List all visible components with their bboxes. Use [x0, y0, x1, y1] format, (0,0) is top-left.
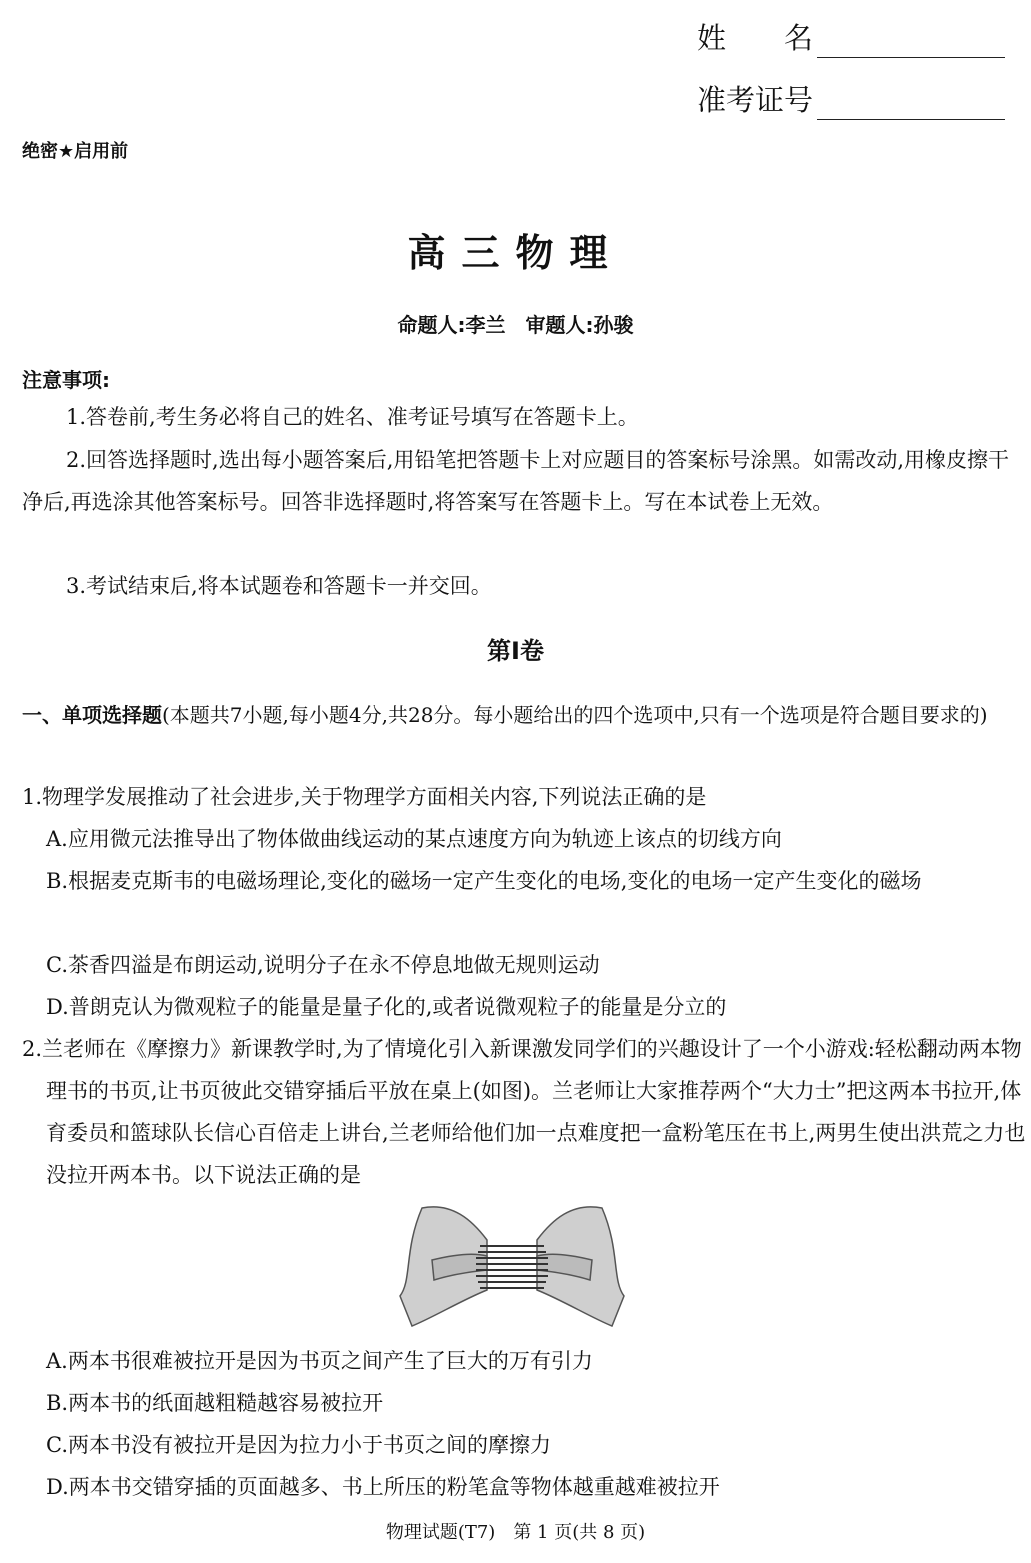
part-one-header [22, 694, 1012, 736]
exam-id-field [697, 80, 1005, 120]
notice-heading: 注意事项: [22, 368, 110, 392]
name-field [697, 18, 1005, 58]
option: D.普朗克认为微观粒子的能量是量子化的,或者说微观粒子的能量是分立的 [46, 995, 727, 1019]
notice-item: 2.回答选择题时,选出每小题答案后,用铅笔把答题卡上对应题目的答案标号涂黑。如需改动,用橡皮擦干净后,再选涂其他答案标号。回答非选择题时,将答案写在答题卡上。写在本试卷上无效。 [22, 448, 1010, 514]
name-blank[interactable] [817, 25, 1005, 58]
option: B.根据麦克斯韦的电磁场理论,变化的磁场一定产生变化的电场,变化的电场一定产生变化的磁场 [46, 869, 922, 893]
name-label: 姓 名 [697, 21, 814, 55]
secret-mark: 绝密★启用前 [22, 141, 129, 162]
option: C.两本书没有被拉开是因为拉力小于书页之间的摩擦力 [46, 1433, 551, 1457]
notice-item: 3.考试结束后,将本试题卷和答题卡一并交回。 [66, 574, 492, 598]
option: D.两本书交错穿插的页面越多、书上所压的粉笔盒等物体越重越难被拉开 [46, 1475, 720, 1499]
page-title: 高三物理 [407, 231, 624, 275]
option: B.两本书的纸面越粗糙越容易被拉开 [46, 1391, 384, 1415]
page-footer: 物理试题(T7) 第 1 页(共 8 页) [385, 1522, 646, 1543]
notice-item: 1.答卷前,考生务必将自己的姓名、准考证号填写在答题卡上。 [66, 405, 639, 429]
exam-id-label: 准考证号 [697, 83, 814, 117]
authors-line: 命题人:李兰 审题人:孙骏 [397, 313, 634, 337]
section-title: 第Ⅰ卷 [487, 637, 544, 665]
option: A.应用微元法推导出了物体做曲线运动的某点速度方向为轨迹上该点的切线方向 [46, 827, 782, 851]
question-stem: 2.兰老师在《摩擦力》新课教学时,为了情境化引入新课激发同学们的兴趣设计了一个小游戏:轻松翻动两本物理书的书页,让书页彼此交错穿插后平放在桌上(如图)。兰老师让大家推荐两个“大力士”把这两本书拉开,体育委员和篮球队长信心百倍走上讲台,兰老师给他们加一点难度把一盒粉笔压在书上,两男生使出洪荒之力也没拉开两本书。以下说法正确的是 [22, 1037, 1026, 1187]
exam-id-blank[interactable] [817, 87, 1005, 120]
option: C.茶香四溢是布朗运动,说明分子在永不停息地做无规则运动 [46, 953, 600, 977]
book-pull-figure [392, 1200, 632, 1330]
option: A.两本书很难被拉开是因为书页之间产生了巨大的万有引力 [46, 1349, 593, 1373]
question-stem: 1.物理学发展推动了社会进步,关于物理学方面相关内容,下列说法正确的是 [22, 785, 707, 809]
part-one-heading: 一、单项选择题 [22, 703, 162, 727]
part-one-desc: (本题共7小题,每小题4分,共28分。每小题给出的四个选项中,只有一个选项是符合题目要求的) [162, 703, 988, 727]
